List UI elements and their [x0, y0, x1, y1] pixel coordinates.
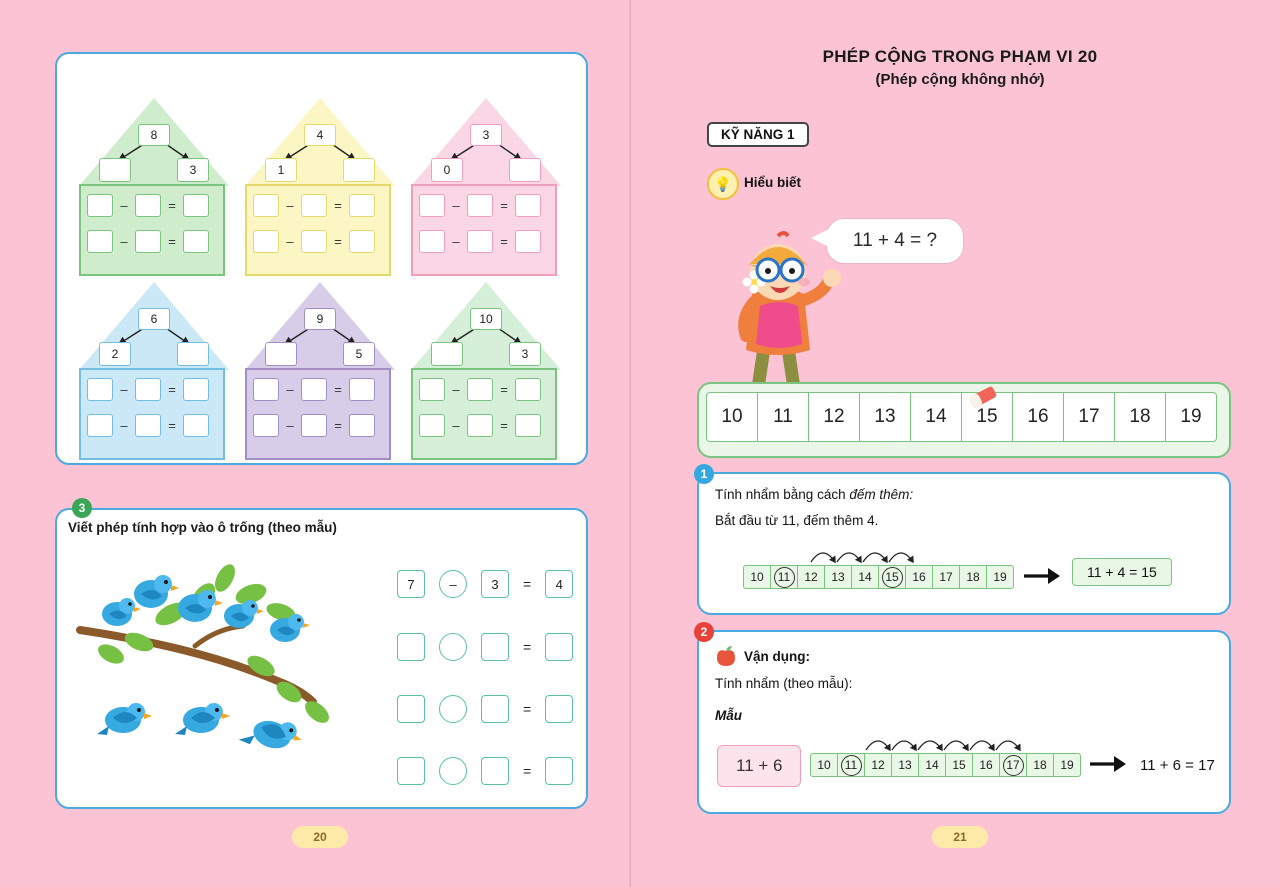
blank-cell[interactable] — [135, 194, 161, 217]
blank-cell[interactable] — [183, 194, 209, 217]
house-left-leaf[interactable] — [265, 342, 297, 366]
blank-cell[interactable] — [87, 194, 113, 217]
circle-marker — [882, 567, 903, 588]
blank-cell[interactable] — [467, 414, 493, 437]
strip-value: 14 — [858, 570, 872, 584]
strip-cell[interactable] — [1027, 754, 1054, 776]
answer-row — [397, 570, 573, 598]
strip-value: 12 — [804, 570, 818, 584]
blank-cell[interactable] — [135, 414, 161, 437]
blank-cell[interactable] — [467, 378, 493, 401]
strip-value: 14 — [925, 758, 939, 772]
blank-cell[interactable] — [515, 414, 541, 437]
blank-cell[interactable] — [419, 230, 445, 253]
house-right-leaf[interactable] — [509, 158, 541, 182]
house-equation-row — [253, 230, 383, 252]
section-1-line-2: Bắt đầu từ 11, đếm thêm 4. — [715, 513, 879, 528]
number-cell[interactable]: 13 — [860, 393, 911, 441]
strip-value: 13 — [898, 758, 912, 772]
equals-sign: = — [500, 417, 508, 433]
minus-sign: – — [452, 417, 460, 433]
blank-cell[interactable] — [301, 194, 327, 217]
strip-value: 16 — [979, 758, 993, 772]
strip-value: 18 — [1033, 758, 1047, 772]
minus-sign: – — [120, 417, 128, 433]
house-right-leaf[interactable] — [343, 158, 375, 182]
section-2-result-arrow-icon — [1088, 753, 1128, 775]
blank-cell[interactable] — [183, 378, 209, 401]
section-1-number: 1 — [694, 464, 714, 484]
equals-sign: = — [523, 763, 532, 779]
operand-b[interactable] — [481, 757, 509, 785]
houses-card — [55, 52, 588, 465]
minus-sign: – — [286, 233, 294, 249]
equals-sign: = — [168, 381, 176, 397]
strip-cell[interactable] — [744, 566, 771, 588]
blank-cell[interactable] — [135, 378, 161, 401]
page-gutter — [629, 0, 631, 887]
sample-expression: 11 + 6 — [717, 745, 801, 787]
blank-cell[interactable] — [419, 378, 445, 401]
blank-cell[interactable] — [87, 378, 113, 401]
house-left-leaf[interactable]: 0 — [431, 158, 463, 182]
blank-cell[interactable] — [253, 378, 279, 401]
house-3 — [411, 98, 561, 278]
house-left-leaf[interactable]: 1 — [265, 158, 297, 182]
number-cell[interactable]: 10 — [707, 393, 758, 441]
operand-a[interactable] — [397, 757, 425, 785]
minus-sign: – — [452, 233, 460, 249]
number-cell[interactable]: 17 — [1064, 393, 1115, 441]
strip-cell[interactable] — [919, 754, 946, 776]
section-1-result-arrow-icon — [1022, 565, 1062, 587]
operand-a[interactable]: 7 — [397, 570, 425, 598]
answer-row — [397, 695, 573, 723]
house-1 — [79, 98, 229, 278]
equals-sign: = — [334, 381, 342, 397]
house-top-number: 9 — [304, 308, 336, 330]
equals-sign: = — [334, 197, 342, 213]
strip-value: 19 — [993, 570, 1007, 584]
equals-sign: = — [168, 233, 176, 249]
strip-value: 16 — [912, 570, 926, 584]
blank-cell[interactable] — [253, 414, 279, 437]
blank-cell[interactable] — [515, 378, 541, 401]
blank-cell[interactable] — [419, 194, 445, 217]
section-1-line-1 — [715, 487, 913, 502]
equals-sign: = — [500, 381, 508, 397]
minus-sign: – — [286, 381, 294, 397]
blank-cell[interactable] — [349, 194, 375, 217]
house-equation-row — [87, 414, 217, 436]
blank-cell[interactable] — [253, 230, 279, 253]
result-box[interactable] — [545, 757, 573, 785]
strip-value: 11 — [777, 570, 791, 584]
equals-sign: = — [523, 576, 532, 592]
house-top-number: 6 — [138, 308, 170, 330]
house-left-leaf[interactable]: 2 — [99, 342, 131, 366]
answer-row — [397, 633, 573, 661]
number-cell[interactable]: 15 — [962, 393, 1013, 441]
house-5 — [245, 282, 395, 462]
house-2 — [245, 98, 395, 278]
strip-cell[interactable] — [825, 566, 852, 588]
house-top-number: 3 — [470, 124, 502, 146]
section-2-hop-arrows — [862, 730, 1037, 754]
blank-cell[interactable] — [515, 230, 541, 253]
strip-cell[interactable] — [933, 566, 960, 588]
understand-label: Hiểu biết — [744, 175, 802, 190]
blank-cell[interactable] — [301, 378, 327, 401]
circle-marker — [774, 567, 795, 588]
section-2-result: 11 + 6 = 17 — [1140, 757, 1215, 774]
operand-a[interactable] — [397, 695, 425, 723]
strip-cell[interactable] — [811, 754, 838, 776]
page-number-left: 20 — [292, 826, 348, 848]
section-1-number-strip — [743, 565, 1014, 589]
house-top-number: 4 — [304, 124, 336, 146]
number-cell[interactable]: 16 — [1013, 393, 1064, 441]
blank-cell[interactable] — [419, 414, 445, 437]
result-box[interactable] — [545, 695, 573, 723]
minus-sign: – — [452, 381, 460, 397]
strip-value: 12 — [871, 758, 885, 772]
answer-row — [397, 757, 573, 785]
blank-cell[interactable] — [349, 414, 375, 437]
page-title: PHÉP CỘNG TRONG PHẠM VI 20 — [822, 47, 1098, 66]
strip-value: 15 — [952, 758, 966, 772]
strip-cell-circled[interactable] — [771, 566, 798, 588]
exercise-number-badge: 3 — [72, 498, 92, 518]
strip-cell[interactable] — [987, 566, 1013, 588]
equals-sign: = — [334, 233, 342, 249]
strip-value: 17 — [1006, 758, 1020, 772]
house-equation-row — [419, 378, 549, 400]
blank-cell[interactable] — [87, 230, 113, 253]
blank-cell[interactable] — [301, 230, 327, 253]
operand-b[interactable] — [481, 633, 509, 661]
number-cell[interactable]: 11 — [758, 393, 809, 441]
count-on-italic: đếm thêm: — [849, 487, 914, 502]
result-box[interactable] — [545, 633, 573, 661]
section-1-result: 11 + 4 = 15 — [1072, 558, 1172, 586]
strip-value: 13 — [831, 570, 845, 584]
blank-cell[interactable] — [87, 414, 113, 437]
apple-icon — [714, 645, 738, 669]
strip-cell-circled[interactable] — [838, 754, 865, 776]
strip-cell[interactable] — [946, 754, 973, 776]
exercise-title: Viết phép tính hợp vào ô trống (theo mẫu) — [68, 520, 337, 535]
operator-circle[interactable] — [439, 757, 467, 785]
house-equation-row — [419, 414, 549, 436]
equals-sign: = — [523, 639, 532, 655]
equals-sign: = — [500, 233, 508, 249]
minus-sign: – — [120, 197, 128, 213]
equals-sign: = — [500, 197, 508, 213]
number-cell[interactable]: 18 — [1115, 393, 1166, 441]
number-line — [706, 392, 1217, 442]
number-cell[interactable]: 14 — [911, 393, 962, 441]
minus-sign: – — [286, 417, 294, 433]
skill-label: KỸ NĂNG 1 — [707, 122, 809, 147]
equals-sign: = — [523, 701, 532, 717]
equals-sign: = — [168, 417, 176, 433]
strip-cell[interactable] — [852, 566, 879, 588]
operator-circle[interactable] — [439, 695, 467, 723]
circle-marker — [1003, 755, 1024, 776]
operand-a[interactable] — [397, 633, 425, 661]
blank-cell[interactable] — [301, 414, 327, 437]
birds-branch-illustration — [75, 542, 375, 772]
house-equation-row — [87, 378, 217, 400]
blank-cell[interactable] — [135, 230, 161, 253]
section-2-number-strip — [810, 753, 1081, 777]
house-left-leaf[interactable] — [99, 158, 131, 182]
equals-sign: = — [168, 197, 176, 213]
strip-cell[interactable] — [973, 754, 1000, 776]
house-equation-row — [253, 414, 383, 436]
house-6 — [411, 282, 561, 462]
blank-cell[interactable] — [253, 194, 279, 217]
strip-cell[interactable] — [906, 566, 933, 588]
minus-sign: – — [452, 197, 460, 213]
number-cell[interactable]: 12 — [809, 393, 860, 441]
count-on-prefix: Tính nhẩm bằng cách — [715, 487, 850, 502]
blank-cell[interactable] — [349, 378, 375, 401]
strip-cell[interactable] — [892, 754, 919, 776]
house-right-leaf[interactable]: 5 — [343, 342, 375, 366]
strip-value: 15 — [885, 570, 899, 584]
minus-sign: – — [120, 233, 128, 249]
house-equation-row — [419, 194, 549, 216]
minus-sign: – — [286, 197, 294, 213]
exercise-3-card — [55, 508, 588, 809]
right-page — [640, 0, 1280, 887]
house-right-leaf[interactable]: 3 — [509, 342, 541, 366]
blank-cell[interactable] — [183, 414, 209, 437]
house-equation-row — [87, 194, 217, 216]
minus-sign: – — [120, 381, 128, 397]
operand-b[interactable]: 3 — [481, 570, 509, 598]
equals-sign: = — [334, 417, 342, 433]
operator-circle[interactable]: – — [439, 570, 467, 598]
strip-cell[interactable] — [798, 566, 825, 588]
section-2-instruction: Tính nhẩm (theo mẫu): — [715, 676, 853, 691]
house-4 — [79, 282, 229, 462]
strip-value: 10 — [817, 758, 831, 772]
strip-value: 10 — [750, 570, 764, 584]
page-subtitle: (Phép cộng không nhớ) — [875, 71, 1045, 88]
house-top-number: 10 — [470, 308, 502, 330]
blank-cell[interactable] — [183, 230, 209, 253]
number-cell[interactable]: 19 — [1180, 406, 1202, 427]
house-top-number: 8 — [138, 124, 170, 146]
result-box[interactable]: 4 — [545, 570, 573, 598]
speech-bubble: 11 + 4 = ? — [826, 218, 964, 264]
house-equation-row — [253, 378, 383, 400]
blank-cell[interactable] — [467, 230, 493, 253]
strip-cell[interactable] — [1054, 754, 1080, 776]
house-right-leaf[interactable]: 3 — [177, 158, 209, 182]
house-equation-row — [87, 230, 217, 252]
house-right-leaf[interactable] — [177, 342, 209, 366]
blank-cell[interactable] — [467, 194, 493, 217]
circle-marker — [841, 755, 862, 776]
page-number-right: 21 — [932, 826, 988, 848]
strip-cell[interactable] — [960, 566, 987, 588]
strip-value: 18 — [966, 570, 980, 584]
operand-b[interactable] — [481, 695, 509, 723]
strip-value: 19 — [1060, 758, 1074, 772]
strip-value: 17 — [939, 570, 953, 584]
section-2-number: 2 — [694, 622, 714, 642]
house-equation-row — [253, 194, 383, 216]
section-1-hop-arrows — [805, 542, 925, 566]
house-equation-row — [419, 230, 549, 252]
blank-cell[interactable] — [515, 194, 541, 217]
sample-label: Mẫu — [715, 708, 742, 723]
strip-cell-circled[interactable] — [879, 566, 906, 588]
apply-label: Vận dụng: — [744, 649, 810, 664]
house-left-leaf[interactable] — [431, 342, 463, 366]
operator-circle[interactable] — [439, 633, 467, 661]
strip-value: 11 — [844, 758, 858, 772]
lightbulb-icon: 💡 — [707, 168, 739, 200]
blank-cell[interactable] — [349, 230, 375, 253]
eraser-icon — [966, 382, 1000, 412]
strip-cell[interactable] — [865, 754, 892, 776]
strip-cell-circled[interactable] — [1000, 754, 1027, 776]
